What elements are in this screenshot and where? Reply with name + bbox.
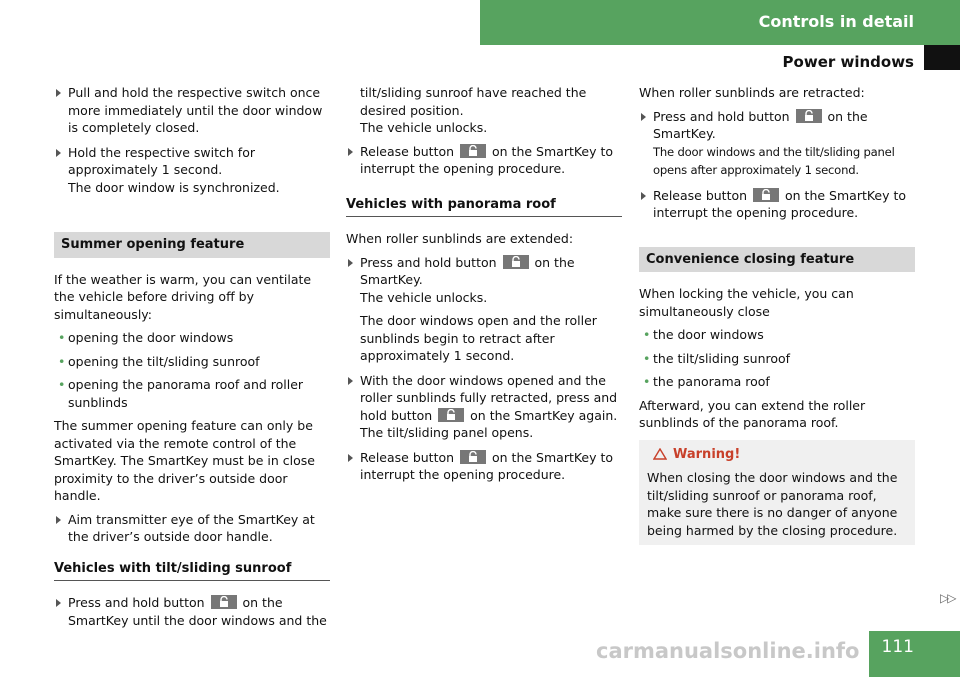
retracted-intro: When roller sunblinds are retracted: — [639, 85, 865, 100]
column-2: tilt/sliding sunroof have reached the desired position. The vehicle unlocks. Release button on the SmartKey to interrupt the opening procedure. Vehicles with panorama roof When roller sunblinds are extended: Press and hold button on the SmartKey. The vehicle unlocks. The door windows open and the roller sunblinds begin to retract after approximately 1 second. With the door windows opened and the roller sunblinds fully retracted, press and hold button on the SmartKey again. The tilt/sliding panel opens. Release button on the SmartKey to interrupt the opening procedure. — [346, 84, 622, 491]
step: Release button on the SmartKey to interrupt the opening procedure. — [639, 187, 915, 222]
list-item: • opening the tilt/sliding sunroof — [54, 353, 330, 371]
step: Hold the respective switch for approximately 1 second. The door window is synchronized. — [54, 144, 330, 197]
page-number: 111 — [881, 637, 914, 657]
step: Press and hold button on the SmartKey. The vehicle unlocks. The door windows open and the roller sunblinds begin to retract after approximately 1 second. — [346, 254, 622, 365]
unlock-button-icon — [796, 109, 822, 123]
warning-title: Warning! — [673, 446, 741, 462]
extended-intro: When roller sunblinds are extended: — [346, 231, 574, 246]
watermark: carmanualsonline.info — [596, 639, 860, 663]
list-item: • the panorama roof — [639, 373, 915, 391]
list-item: • the tilt/sliding sunroof — [639, 350, 915, 368]
summer-note: The summer opening feature can only be activated via the remote control of the SmartKey. The SmartKey must be in close proximity to the driver’s outside door handle. — [54, 418, 315, 503]
summer-heading: Summer opening feature — [54, 232, 330, 258]
panorama-heading: Vehicles with panorama roof — [346, 196, 622, 218]
list-item: • the door windows — [639, 326, 915, 344]
warning-text: When closing the door windows and the tilt/sliding sunroof or panorama roof, make sure there is no danger of anyone being harmed by the closing procedure. — [647, 470, 898, 538]
section-title: Controls in detail — [758, 12, 914, 31]
unlock-button-icon — [460, 450, 486, 464]
unlock-button-icon — [753, 188, 779, 202]
column-3 — [639, 84, 915, 545]
step: Release button on the SmartKey to interrupt the opening procedure. — [346, 449, 622, 484]
step: Pull and hold the respective switch once more immediately until the door window is completely closed. — [54, 84, 330, 137]
list-item: • opening the door windows — [54, 329, 330, 347]
warning-triangle-icon — [653, 448, 667, 460]
unlock-button-icon — [438, 408, 464, 422]
unlock-button-icon — [211, 595, 237, 609]
step: Release button on the SmartKey to interrupt the opening procedure. — [346, 143, 622, 178]
convenience-intro: When locking the vehicle, you can simultaneously close — [639, 286, 854, 319]
step: With the door windows opened and the roller sunblinds fully retracted, press and hold button on the SmartKey again. The tilt/sliding panel opens. — [346, 372, 622, 442]
tilt-heading: Vehicles with tilt/sliding sunroof — [54, 560, 330, 582]
summer-intro: If the weather is warm, you can ventilate the vehicle before driving off by simultaneously: — [54, 271, 312, 322]
column-1 — [54, 84, 330, 636]
unlock-button-icon — [460, 144, 486, 158]
convenience-heading: Convenience closing feature — [639, 247, 915, 273]
unlock-button-icon — [503, 255, 529, 269]
warning-box — [639, 440, 915, 546]
step: Press and hold button on the SmartKey. The door windows and the tilt/sliding panel opens after approximately 1 second. — [639, 108, 915, 180]
step: Aim transmitter eye of the SmartKey at the driver’s outside door handle. — [54, 511, 330, 546]
page-number-box — [869, 631, 960, 677]
list-item: • opening the panorama roof and roller sunblinds — [54, 376, 330, 411]
header-tab — [924, 45, 960, 70]
convenience-note: Afterward, you can extend the roller sunblinds of the panorama roof. — [639, 397, 866, 430]
subsection-title: Power windows — [782, 53, 914, 71]
continue-mark: ▷▷ — [940, 591, 955, 605]
step: Press and hold button on the SmartKey until the door windows and the — [54, 594, 330, 629]
